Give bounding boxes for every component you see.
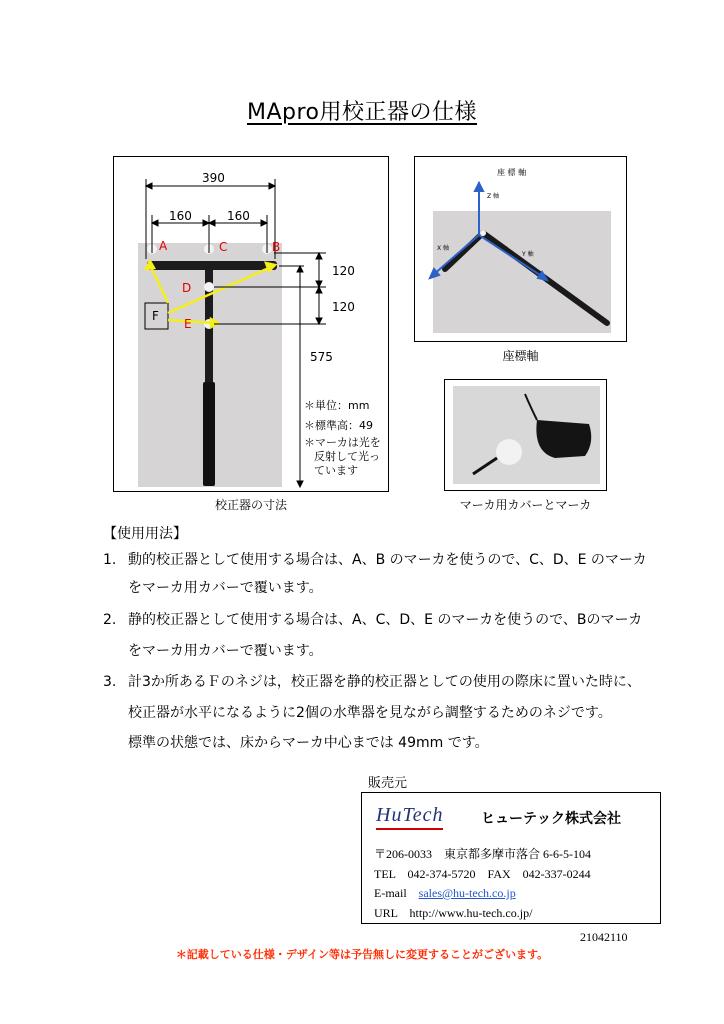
usage-item-1-line-2: をマーカ用カバーで覆います。 — [128, 580, 323, 596]
usage-item-3-line-3: 標準の状態では、床からマーカ中心までは 49mm です。 — [128, 735, 489, 751]
usage-item-2-number: 2. — [103, 612, 117, 628]
note-reflect-1: ＊マーカは光を — [304, 436, 381, 449]
dim-vertical-1: 120 — [332, 264, 355, 278]
company-address: 〒206-0033 東京都多摩市落合 6-6-5-104 — [374, 847, 591, 861]
marker-label-f: F — [152, 309, 159, 323]
axes-figure — [414, 156, 627, 342]
z-axis-label: Z 軸 — [487, 193, 500, 200]
note-reflect-3: ています — [314, 464, 358, 477]
usage-item-1-line-1: 動的校正器として使用する場合は、A、B のマーカを使うので、C、D、E のマーカ — [128, 552, 647, 568]
usage-heading: 【使用用法】 — [103, 526, 187, 542]
dim-right-width: 160 — [227, 209, 250, 223]
document-code: 21042110 — [580, 930, 628, 944]
marker-label-d: D — [182, 281, 192, 295]
y-axis-label: Y 軸 — [522, 251, 534, 258]
dim-vertical-2: 120 — [332, 300, 355, 314]
calibrator-figure — [113, 156, 389, 492]
dim-total-width: 390 — [202, 171, 225, 185]
company-card — [361, 792, 661, 924]
company-url[interactable]: URL http://www.hu-tech.co.jp/ — [374, 906, 533, 920]
page-title: MApro用校正器の仕様 — [246, 100, 478, 125]
usage-item-3-line-2: 校正器が水平になるように2個の水準器を見ながら調整するためのネジです。 — [128, 705, 612, 721]
company-logo: HuTech — [376, 804, 443, 830]
marker-label-b: B — [272, 240, 281, 254]
note-height: ＊標準高：49 — [304, 419, 373, 432]
calibrator-caption: 校正器の寸法 — [214, 498, 287, 512]
dim-vertical-total: 575 — [310, 350, 333, 364]
change-notice: ＊記載している仕様・デザイン等は予告無しに変更することがございます。 — [175, 948, 549, 961]
seller-label: 販売元 — [368, 776, 408, 791]
usage-item-2-line-1: 静的校正器として使用する場合は、A、C、D、E のマーカを使うので、Bのマーカ — [128, 612, 643, 628]
axes-heading: 座 標 軸 — [497, 168, 527, 177]
marker-cover-caption: マーカ用カバーとマーカ — [459, 498, 592, 512]
x-axis-label: X 軸 — [437, 245, 450, 252]
marker-label-c: C — [219, 240, 228, 254]
note-reflect-2: 反射して光っ — [314, 450, 380, 463]
dim-left-width: 160 — [169, 209, 192, 223]
company-email-row — [374, 884, 516, 901]
company-name: ヒューテック株式会社 — [481, 811, 621, 827]
marker-label-a: A — [159, 239, 168, 253]
company-phone: TEL 042-374-5720 FAX 042-337-0244 — [374, 867, 591, 881]
marker-label-e: E — [184, 317, 192, 331]
usage-item-1-number: 1. — [103, 552, 117, 568]
marker-cover-figure — [444, 379, 607, 491]
email-link[interactable]: sales@hu-tech.co.jp — [418, 886, 516, 900]
note-unit: ＊単位：mm — [304, 399, 370, 412]
usage-item-3-line-1: 計3か所あるＦのネジは，校正器を静的校正器としての使用の際床に置いた時に、 — [128, 674, 641, 690]
usage-item-2-line-2: をマーカ用カバーで覆います。 — [128, 643, 323, 659]
email-prefix: E-mail — [374, 886, 407, 900]
axes-caption: 座標軸 — [502, 349, 539, 363]
usage-item-3-number: 3. — [103, 674, 117, 690]
marker-cover-drawing — [445, 380, 608, 492]
